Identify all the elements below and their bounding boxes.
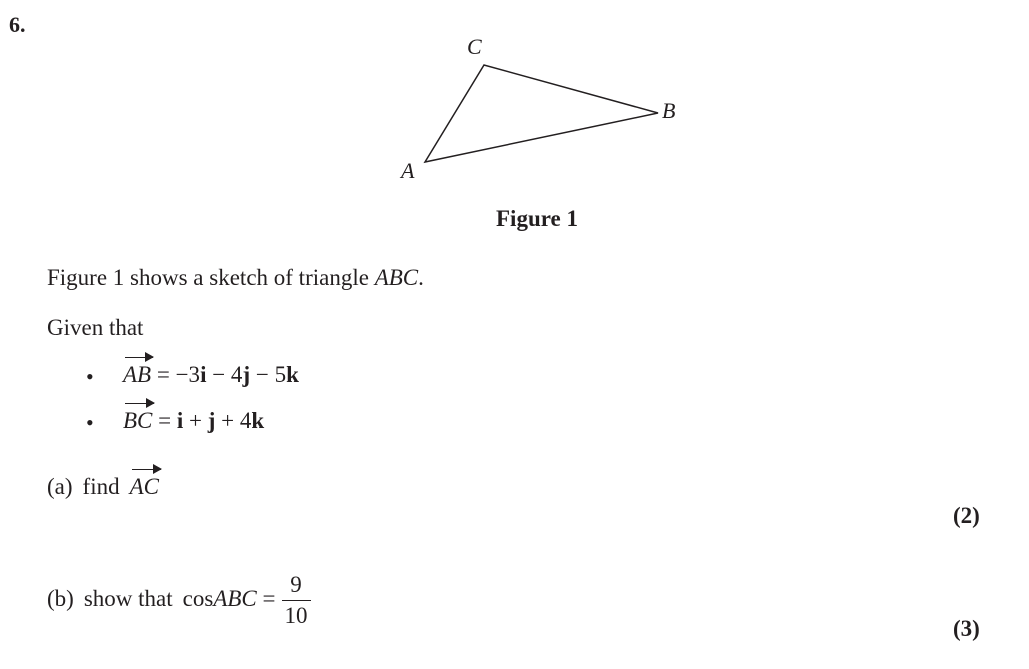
part-b-label: (b) xyxy=(47,585,74,611)
vertex-label-c: C xyxy=(467,34,482,59)
fraction-denominator: 10 xyxy=(284,603,308,628)
part-a-text: find xyxy=(82,474,120,499)
vector-ab: AB xyxy=(123,362,152,387)
bc-k: k xyxy=(251,408,265,433)
cos-func: cos xyxy=(182,585,214,611)
ab-k: k xyxy=(286,362,299,387)
vector-bc: BC xyxy=(123,408,153,433)
question-number: 6. xyxy=(9,12,26,37)
bc-eq: = xyxy=(158,408,177,433)
vector-bc-equation xyxy=(123,408,264,434)
ab-m2: − 5 xyxy=(250,362,287,387)
bc-j: j xyxy=(207,408,216,433)
bullet-2: • xyxy=(86,410,94,435)
intro-pre: Figure 1 shows a sketch of triangle xyxy=(47,265,375,290)
part-a-label: (a) xyxy=(47,474,73,499)
part-b-eq: = xyxy=(262,585,276,611)
triangle-name: ABC xyxy=(374,265,419,290)
fraction xyxy=(282,570,311,631)
bc-m2: + 4 xyxy=(215,408,252,433)
ab-m1: − 4 xyxy=(206,362,243,387)
part-b-text: show that xyxy=(83,585,173,611)
vector-ac: AC xyxy=(129,474,159,499)
ab-eq: = −3 xyxy=(156,362,201,387)
vector-ab-equation xyxy=(123,362,299,388)
part-a-marks: (2) xyxy=(953,503,980,528)
bc-i: i xyxy=(176,408,184,433)
part-b-marks: (3) xyxy=(953,616,980,641)
fraction-numerator: 9 xyxy=(282,570,311,601)
intro-text xyxy=(47,265,424,291)
vertex-label-a: A xyxy=(401,158,415,183)
part-a xyxy=(47,474,159,500)
ab-i: i xyxy=(200,362,207,387)
given-text: Given that xyxy=(47,315,144,340)
angle-abc: ABC xyxy=(213,585,257,611)
figure-caption: Figure 1 xyxy=(496,206,578,231)
bullet-1: • xyxy=(86,364,94,389)
part-b xyxy=(47,570,311,631)
intro-post: . xyxy=(418,265,424,290)
bc-m1: + xyxy=(183,408,208,433)
ab-j: j xyxy=(242,362,251,387)
vertex-label-b: B xyxy=(662,98,676,123)
triangle-abc xyxy=(425,65,658,162)
